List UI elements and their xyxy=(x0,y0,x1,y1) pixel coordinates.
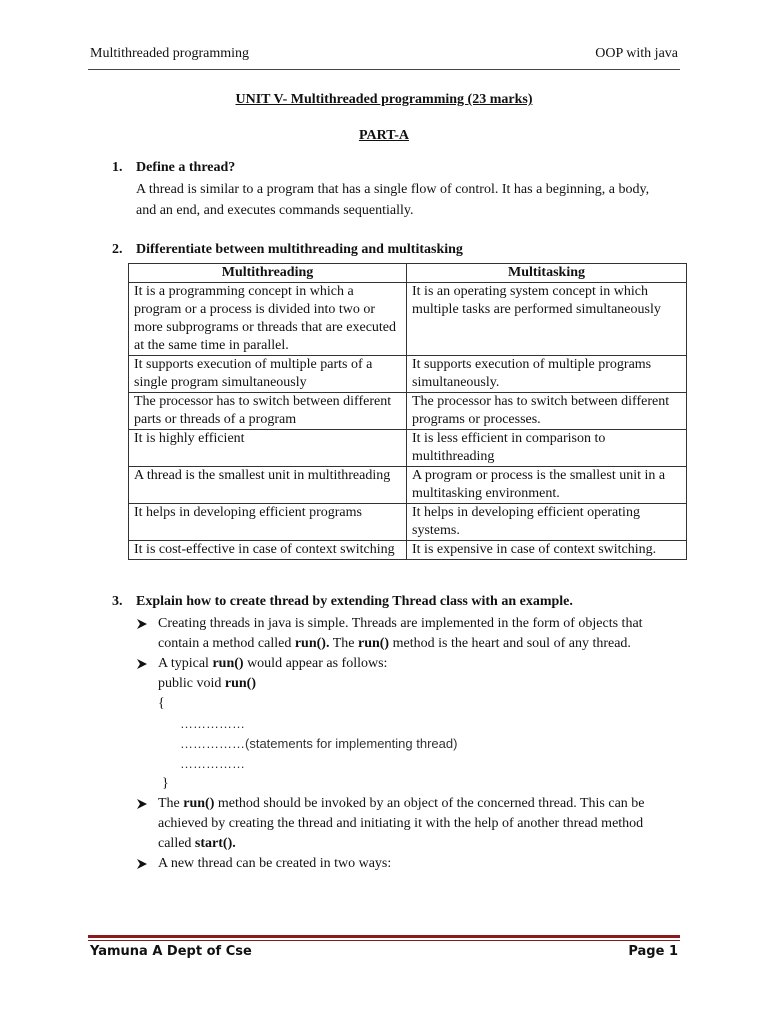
bold-start-method: start(). xyxy=(194,836,236,851)
bold-run-method: run() xyxy=(224,676,257,691)
arrow-bullet-icon xyxy=(136,658,148,670)
code-placeholder-line: ……………(statements for implementing thread) xyxy=(180,736,458,751)
footer-rule xyxy=(88,940,680,941)
bullet-item xyxy=(136,794,676,854)
footer-rule xyxy=(88,935,680,938)
bullet-text: would appear as follows: xyxy=(243,656,388,671)
table-row xyxy=(129,283,687,356)
bullet-text: method should be invoked by an object of the concerned thread. This can be achieved by creating the thread and initiating it with the help of another thread method called xyxy=(158,796,645,851)
table-cell: It helps in developing efficient programs xyxy=(129,504,407,541)
table-cell: A program or process is the smallest unit in a multitasking environment. xyxy=(407,467,687,504)
table-cell: It supports execution of multiple parts of a single program simultaneously xyxy=(129,356,407,393)
bullet-text: The xyxy=(329,636,358,651)
code-placeholder-line: …………… xyxy=(180,756,245,771)
table-row xyxy=(129,541,687,560)
question-3-number: 3. xyxy=(112,594,123,609)
table-cell: It is cost-effective in case of context switching xyxy=(129,541,407,560)
unit-title: UNIT V- Multithreaded programming (23 marks) xyxy=(235,92,533,107)
page-header xyxy=(90,46,678,66)
page-number: Page 1 xyxy=(628,944,678,959)
table-row xyxy=(129,504,687,541)
bullet-text: Creating threads in java is simple. Threads are implemented in the form of objects that contain a method called xyxy=(158,616,643,651)
table-cell: It is a programming concept in which a program or a process is divided into two or more subprograms or threads that are executed at the same time in parallel. xyxy=(129,283,407,356)
code-close-brace: } xyxy=(162,776,169,791)
table-row xyxy=(129,430,687,467)
table-cell: The processor has to switch between different programs or processes. xyxy=(407,393,687,430)
table-cell: It is less efficient in comparison to multithreading xyxy=(407,430,687,467)
bullet-text: A typical xyxy=(158,656,213,671)
header-left: Multithreaded programming xyxy=(90,46,250,61)
code-text: public void xyxy=(158,676,225,691)
code-signature xyxy=(136,674,676,694)
table-row xyxy=(129,393,687,430)
header-rule xyxy=(88,69,680,70)
table-cell: The processor has to switch between different parts or threads of a program xyxy=(129,393,407,430)
bullet-text: A new thread can be created in two ways: xyxy=(158,856,392,871)
question-2-text: Differentiate between multithreading and multitasking xyxy=(136,242,463,257)
table-cell: It is an operating system concept in which multiple tasks are performed simultaneously xyxy=(407,283,687,356)
table-header-row xyxy=(129,264,687,283)
question-2-number: 2. xyxy=(112,242,123,257)
bold-run-method: run() xyxy=(357,636,390,651)
column-header-multithreading: Multithreading xyxy=(129,264,407,283)
bullet-item xyxy=(136,614,676,654)
table-cell: It helps in developing efficient operating systems. xyxy=(407,504,687,541)
bold-run-method: run() xyxy=(212,656,244,671)
table-row xyxy=(129,467,687,504)
bullet-item xyxy=(136,654,676,674)
arrow-bullet-icon xyxy=(136,798,148,810)
question-3-text: Explain how to create thread by extending Thread class with an example. xyxy=(136,594,573,609)
table-cell: It supports execution of multiple programs simultaneously. xyxy=(407,356,687,393)
bold-run-method: run() xyxy=(183,796,215,811)
part-title: PART-A xyxy=(358,128,410,143)
comparison-table xyxy=(128,263,687,560)
bullet-item xyxy=(136,854,676,874)
bullet-text: The xyxy=(158,796,184,811)
question-3-answer xyxy=(136,614,676,874)
table-cell: A thread is the smallest unit in multithreading xyxy=(129,467,407,504)
table-row xyxy=(129,356,687,393)
question-1-text: Define a thread? xyxy=(136,160,236,175)
page-footer xyxy=(90,944,678,959)
code-open-brace: { xyxy=(158,696,165,711)
column-header-multitasking: Multitasking xyxy=(407,264,687,283)
footer-author: Yamuna A Dept of Cse xyxy=(90,944,252,959)
bold-run-method: run(). xyxy=(294,636,330,651)
code-placeholder-line: …………… xyxy=(180,716,245,731)
arrow-bullet-icon xyxy=(136,858,148,870)
question-1-answer: A thread is similar to a program that has a single flow of control. It has a beginning, a body, and an end, and executes commands sequentially. xyxy=(136,182,650,218)
header-right: OOP with java xyxy=(595,46,678,61)
bullet-text: method is the heart and soul of any thread. xyxy=(389,636,631,651)
table-cell: It is expensive in case of context switching. xyxy=(407,541,687,560)
arrow-bullet-icon xyxy=(136,618,148,630)
table-cell: It is highly efficient xyxy=(129,430,407,467)
question-1-number: 1. xyxy=(112,160,123,175)
